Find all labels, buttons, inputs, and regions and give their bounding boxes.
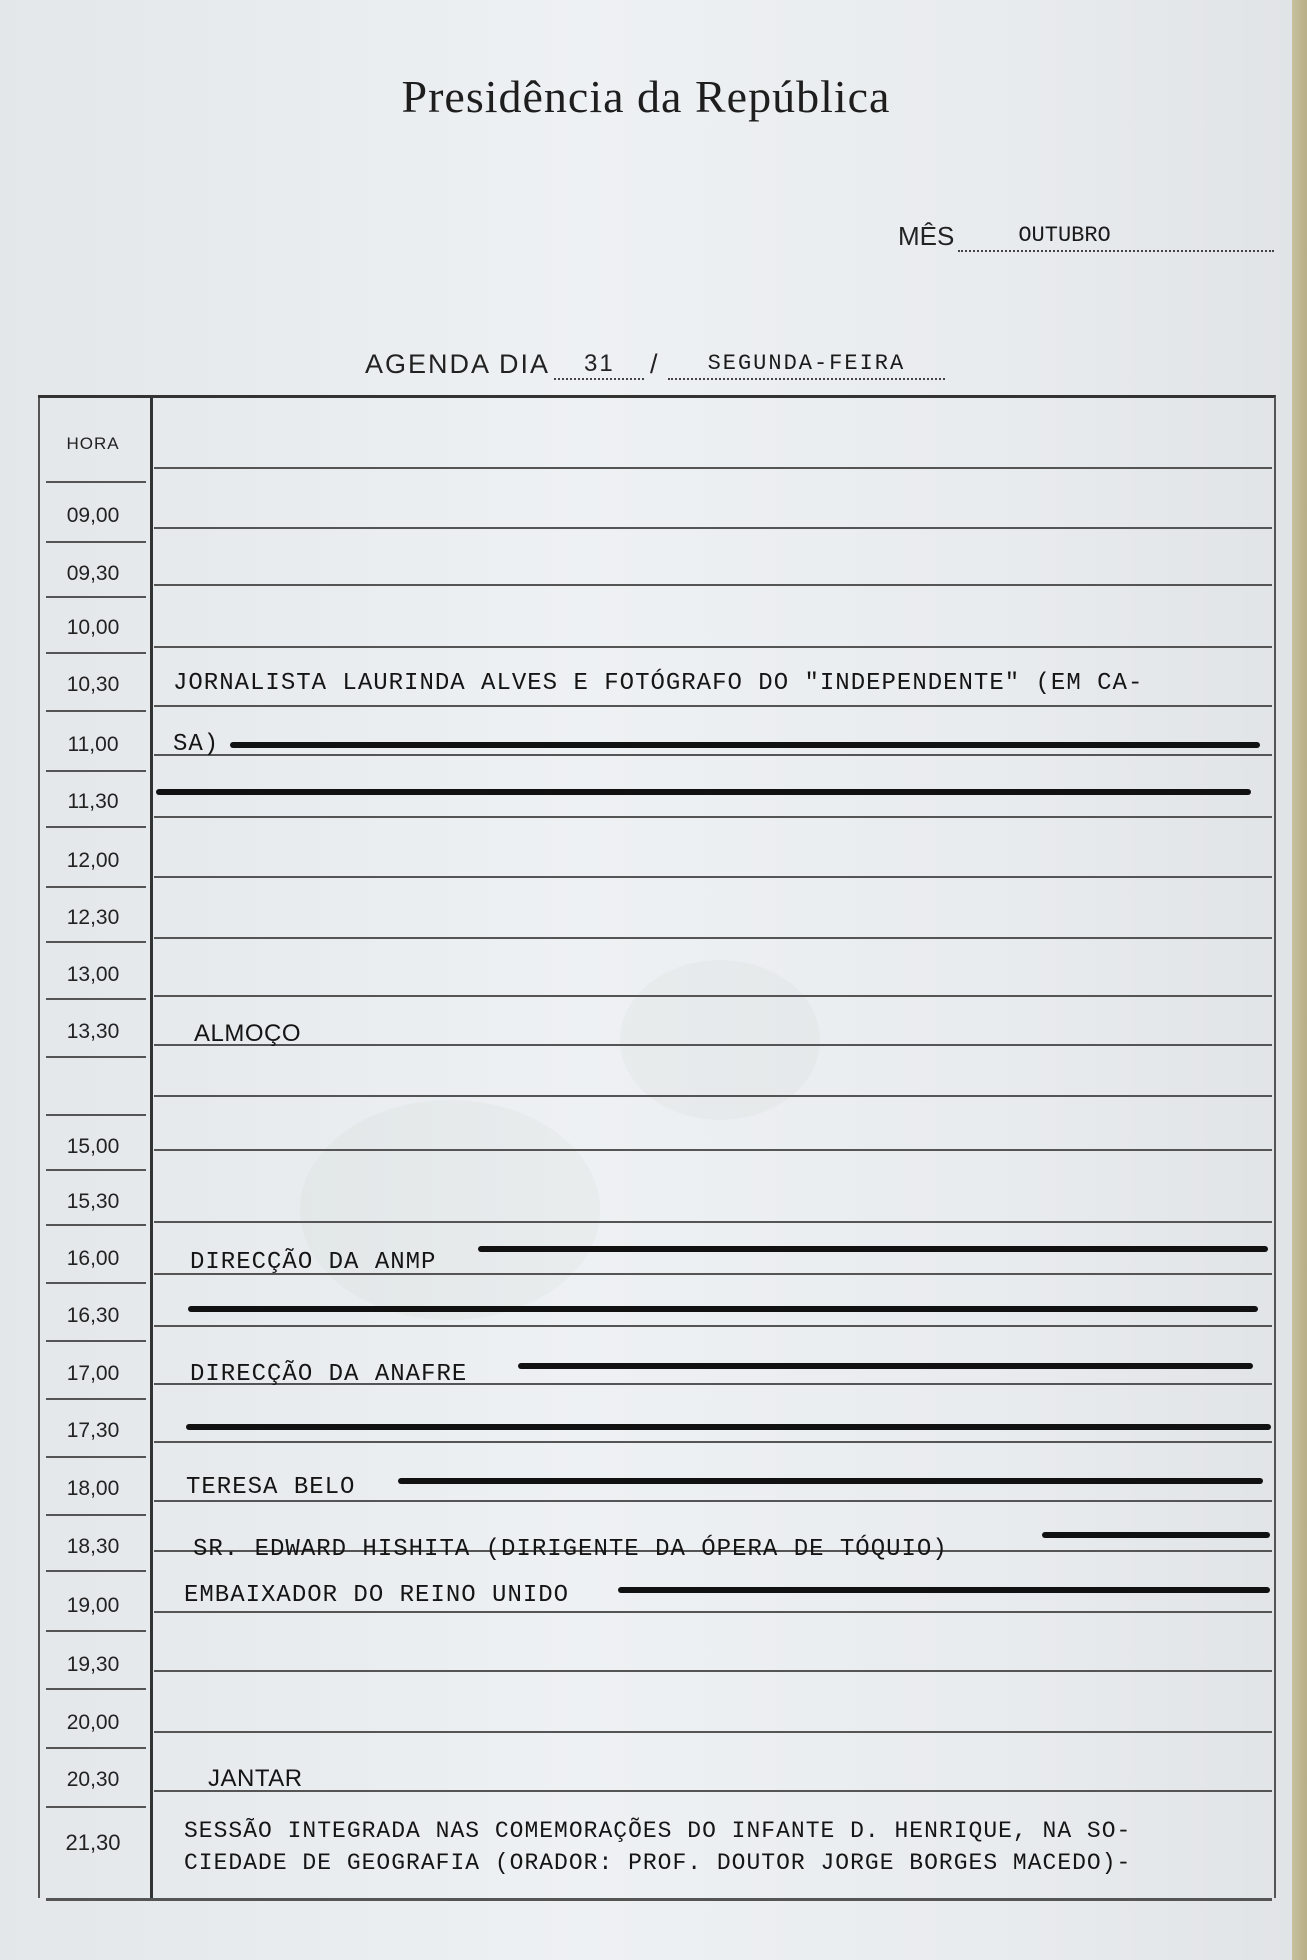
agenda-entry: TERESA BELO (186, 1474, 356, 1501)
month-dotted-line (958, 220, 1274, 252)
hour-label: 16,30 (66, 1304, 120, 1327)
row-divider (154, 1221, 1272, 1223)
row-divider (154, 527, 1272, 529)
hour-label: 15,30 (66, 1190, 120, 1213)
strike-marker (1042, 1532, 1270, 1538)
row-divider (154, 816, 1272, 818)
hour-divider (46, 481, 146, 483)
hour-divider (46, 596, 146, 598)
agenda-entry: EMBAIXADOR DO REINO UNIDO (184, 1582, 570, 1609)
row-divider (154, 1731, 1272, 1733)
row-divider (154, 584, 1272, 586)
agenda-entry: SESSÃO INTEGRADA NAS COMEMORAÇÕES DO INFANTE D. HENRIQUE, NA SO- (184, 1818, 1132, 1844)
strike-marker (478, 1246, 1268, 1252)
hour-label: 11,30 (67, 790, 119, 813)
hour-divider (46, 1688, 146, 1690)
hour-divider (46, 1224, 146, 1226)
hour-label: 20,00 (66, 1711, 120, 1734)
hour-label: 19,30 (66, 1653, 120, 1676)
hour-divider (46, 1456, 146, 1458)
hour-divider (46, 1056, 146, 1058)
hour-label: 13,00 (66, 963, 120, 986)
month-label: MÊS (898, 221, 955, 251)
day-dotted-line (554, 348, 644, 380)
agenda-table (38, 395, 1276, 1898)
day-value: 31 (584, 350, 615, 377)
hour-label: 10,30 (66, 673, 120, 696)
paper-edge (1292, 0, 1307, 1960)
row-divider (154, 1095, 1272, 1097)
hour-label: 19,00 (66, 1594, 120, 1617)
strike-marker (518, 1363, 1253, 1369)
row-divider (154, 1611, 1272, 1613)
hour-divider (46, 826, 146, 828)
hour-divider (46, 770, 146, 772)
hour-label: 16,00 (66, 1247, 120, 1270)
month-value: OUTUBRO (1018, 223, 1111, 248)
row-divider (154, 876, 1272, 878)
agenda-entry: SA) (173, 731, 220, 758)
hour-divider (46, 652, 146, 654)
hour-label: 13,30 (66, 1020, 120, 1043)
strike-marker (188, 1306, 1258, 1312)
agenda-entry: DIRECÇÃO DA ANAFRE (190, 1361, 468, 1388)
weekday-dotted-line (668, 348, 945, 380)
agenda-entry: DIRECÇÃO DA ANMP (190, 1249, 437, 1276)
row-divider (154, 754, 1272, 756)
hour-label: 15,00 (66, 1135, 120, 1158)
agenda-entry: JANTAR (208, 1765, 303, 1792)
hour-divider (46, 1398, 146, 1400)
hour-label: 18,30 (66, 1535, 120, 1558)
row-divider (154, 1325, 1272, 1327)
agenda-entry: JORNALISTA LAURINDA ALVES E FOTÓGRAFO DO "INDEPENDENTE" (EM CA- (173, 670, 1144, 697)
hour-divider (46, 1747, 146, 1749)
row-divider (154, 646, 1272, 648)
month-field (898, 212, 1274, 252)
agenda-day-field (365, 340, 945, 380)
strike-marker (398, 1478, 1263, 1484)
row-divider (154, 1670, 1272, 1672)
row-divider (154, 1441, 1272, 1443)
hour-label: 18,00 (66, 1477, 120, 1500)
hour-label: 09,30 (66, 562, 120, 585)
strike-marker (230, 742, 1260, 748)
row-divider (154, 705, 1272, 707)
hour-divider (46, 1570, 146, 1572)
hour-divider (46, 941, 146, 943)
hour-divider (46, 886, 146, 888)
hour-divider (46, 710, 146, 712)
strike-marker (156, 789, 1251, 795)
agenda-entry: SR. EDWARD HISHITA (DIRIGENTE DA ÓPERA DE TÓQUIO) (193, 1536, 948, 1563)
hour-divider (46, 1630, 146, 1632)
row-divider (154, 467, 1272, 469)
hour-header: HORA (66, 434, 120, 453)
hour-divider (46, 541, 146, 543)
page-title: Presidência da República (401, 71, 891, 122)
agenda-label: AGENDA DIA (365, 349, 551, 379)
hour-label: 10,00 (66, 616, 120, 639)
agenda-entry: CIEDADE DE GEOGRAFIA (ORADOR: PROF. DOUTOR JORGE BORGES MACEDO)- (184, 1850, 1132, 1876)
hour-label: 20,30 (66, 1768, 120, 1791)
hour-divider (46, 1114, 146, 1116)
hour-divider (46, 1282, 146, 1284)
row-divider (154, 1149, 1272, 1151)
hour-label: 09,00 (66, 504, 120, 527)
hour-divider (46, 1169, 146, 1171)
agenda-entry: ALMOÇO (194, 1020, 302, 1047)
hour-label: 17,00 (66, 1362, 120, 1385)
hour-divider (46, 1514, 146, 1516)
date-slash: / (650, 349, 660, 379)
hour-divider (46, 1340, 146, 1342)
hour-divider (46, 1806, 146, 1808)
strike-marker (186, 1424, 1271, 1430)
table-bottom-border (46, 1898, 1272, 1901)
hour-label: 12,00 (66, 849, 120, 872)
row-divider (154, 1790, 1272, 1792)
hour-divider (46, 998, 146, 1000)
hour-label: 12,30 (66, 906, 120, 929)
hour-label: 21,30 (65, 1830, 121, 1855)
weekday-value: SEGUNDA-FEIRA (707, 351, 906, 376)
row-divider (154, 1044, 1272, 1046)
hour-label: 17,30 (66, 1419, 120, 1442)
row-divider (154, 937, 1272, 939)
hour-label: 11,00 (67, 733, 119, 756)
row-divider (154, 995, 1272, 997)
strike-marker (618, 1587, 1270, 1593)
